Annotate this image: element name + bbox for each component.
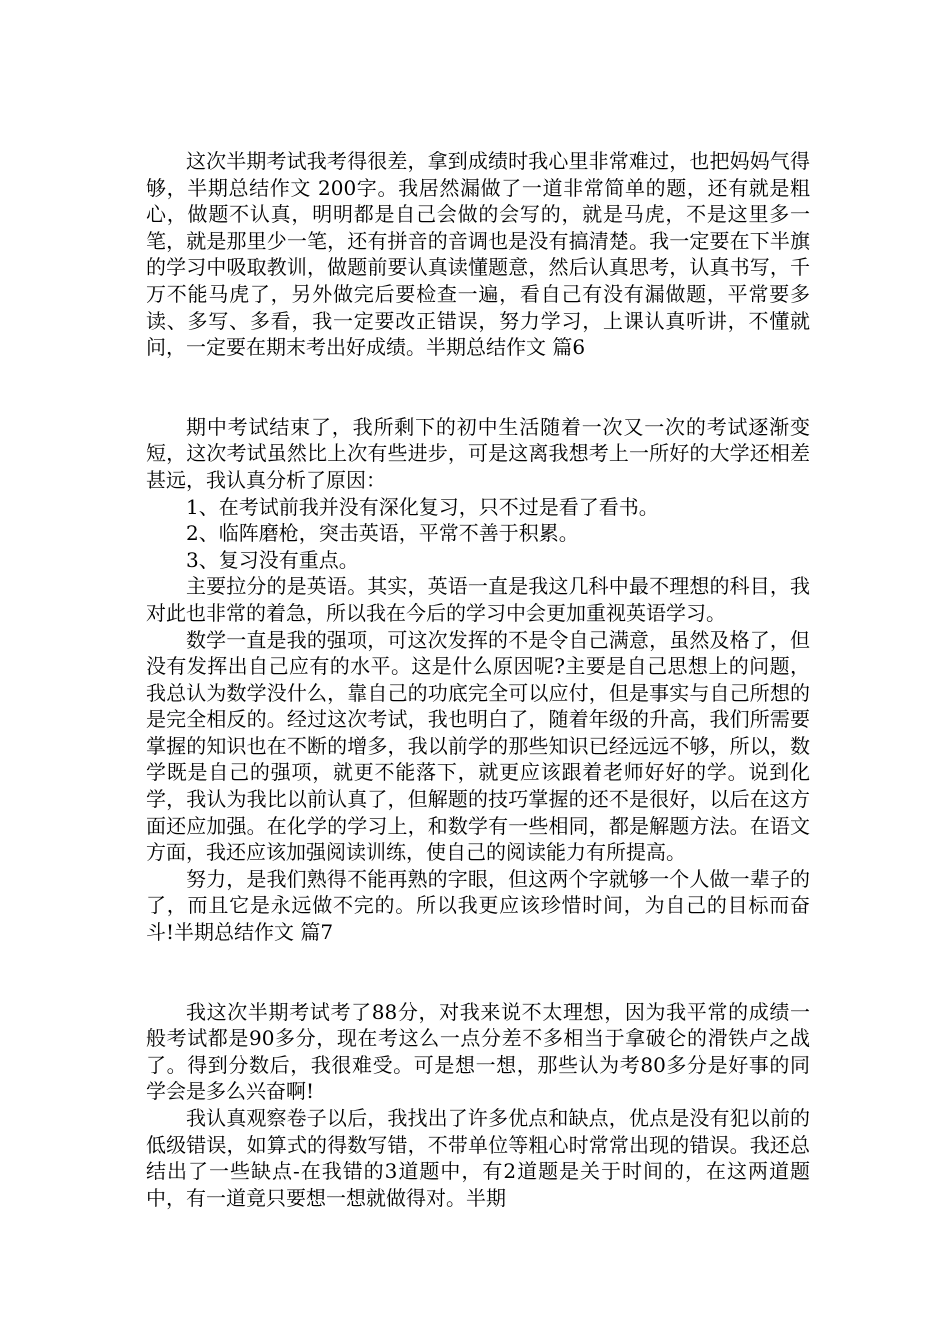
paragraph: 期中考试结束了，我所剩下的初中生活随着一次又一次的考试逐渐变短，这次考试虽然比上次有些进步，可是这离我想考上一所好的大学还相差甚远，我认真分析了原因： (146, 414, 810, 492)
section-gap (146, 361, 810, 414)
section-gap (146, 946, 810, 999)
list-item: 2、临阵磨枪，突击英语，平常不善于积累。 (186, 521, 579, 546)
paragraph: 努力，是我们熟得不能再熟的字眼，但这两个字就够一个人做一辈子的了，而且它是永远做不完的。所以我更应该珍惜时间，为自己的目标而奋斗!半期总结作文 篇7 (146, 866, 810, 945)
paragraph: 这次半期考试我考得很差，拿到成绩时我心里非常难过，也把妈妈气得够，半期总结作文 200字。我居然漏做了一道非常简单的题，还有就是粗心，做题不认真，明明都是自己会做的会写的，就是马虎，不是这里多一笔，就是那里少一笔，还有拼音的音调也是没有搞清楚。我一定要在下半旗的学习中吸取教训，做题前要认真读懂题意，然后认真思考，认真书写，千万不能马虎了，另外做完后要检查一遍，看自己有没有漏做题，平常要多读、多写、多看，我一定要改正错误，努力学习，上课认真听讲，不懂就问，一定要在期末考出好成绩。半期总结作文 篇6 (146, 149, 810, 360)
document-page (146, 148, 810, 1211)
paragraph: 我这次半期考试考了88分，对我来说不太理想，因为我平常的成绩一般考试都是90多分，现在考这么一点分差不多相当于拿破仑的滑铁卢之战了。得到分数后，我很难受。可是想一想，那些认为考80多分是好事的同学会是多么兴奋啊! (146, 999, 810, 1104)
paragraph: 我认真观察卷子以后，我找出了许多优点和缺点，优点是没有犯以前的低级错误，如算式的得数写错，不带单位等粗心时常常出现的错误。我还总结出了一些缺点-在我错的3道题中，有2道题是关于时间的，在这两道题中，有一道竟只要想一想就做得对。半期 (146, 1106, 810, 1210)
list-item: 3、复习没有重点。 (186, 547, 359, 572)
list-item: 1、在考试前我并没有深化复习，只不过是看了看书。 (186, 494, 659, 519)
paragraph: 主要拉分的是英语。其实，英语一直是我这几科中最不理想的科目，我对此也非常的着急，所以我在今后的学习中会更加重视英语学习。 (146, 574, 810, 625)
paragraph: 数学一直是我的强项，可这次发挥的不是令自己满意，虽然及格了，但没有发挥出自己应有的水平。这是什么原因呢?主要是自己思想上的问题，我总认为数学没什么，靠自己的功底完全可以应付，但是事实与自己所想的是完全相反的。经过这次考试，我也明白了，随着年级的升高，我们所需要掌握的知识也在不断的增多，我以前学的那些知识已经远远不够，所以，数学既是自己的强项，就更不能落下，就更应该跟着老师好好的学。说到化学，我认为我比以前认真了，但解题的技巧掌握的还不是很好，以后在这方面还应加强。在化学的学习上，和数学有一些相同，都是解题方法。在语文方面，我还应该加强阅读训练，使自己的阅读能力有所提高。 (146, 627, 810, 865)
